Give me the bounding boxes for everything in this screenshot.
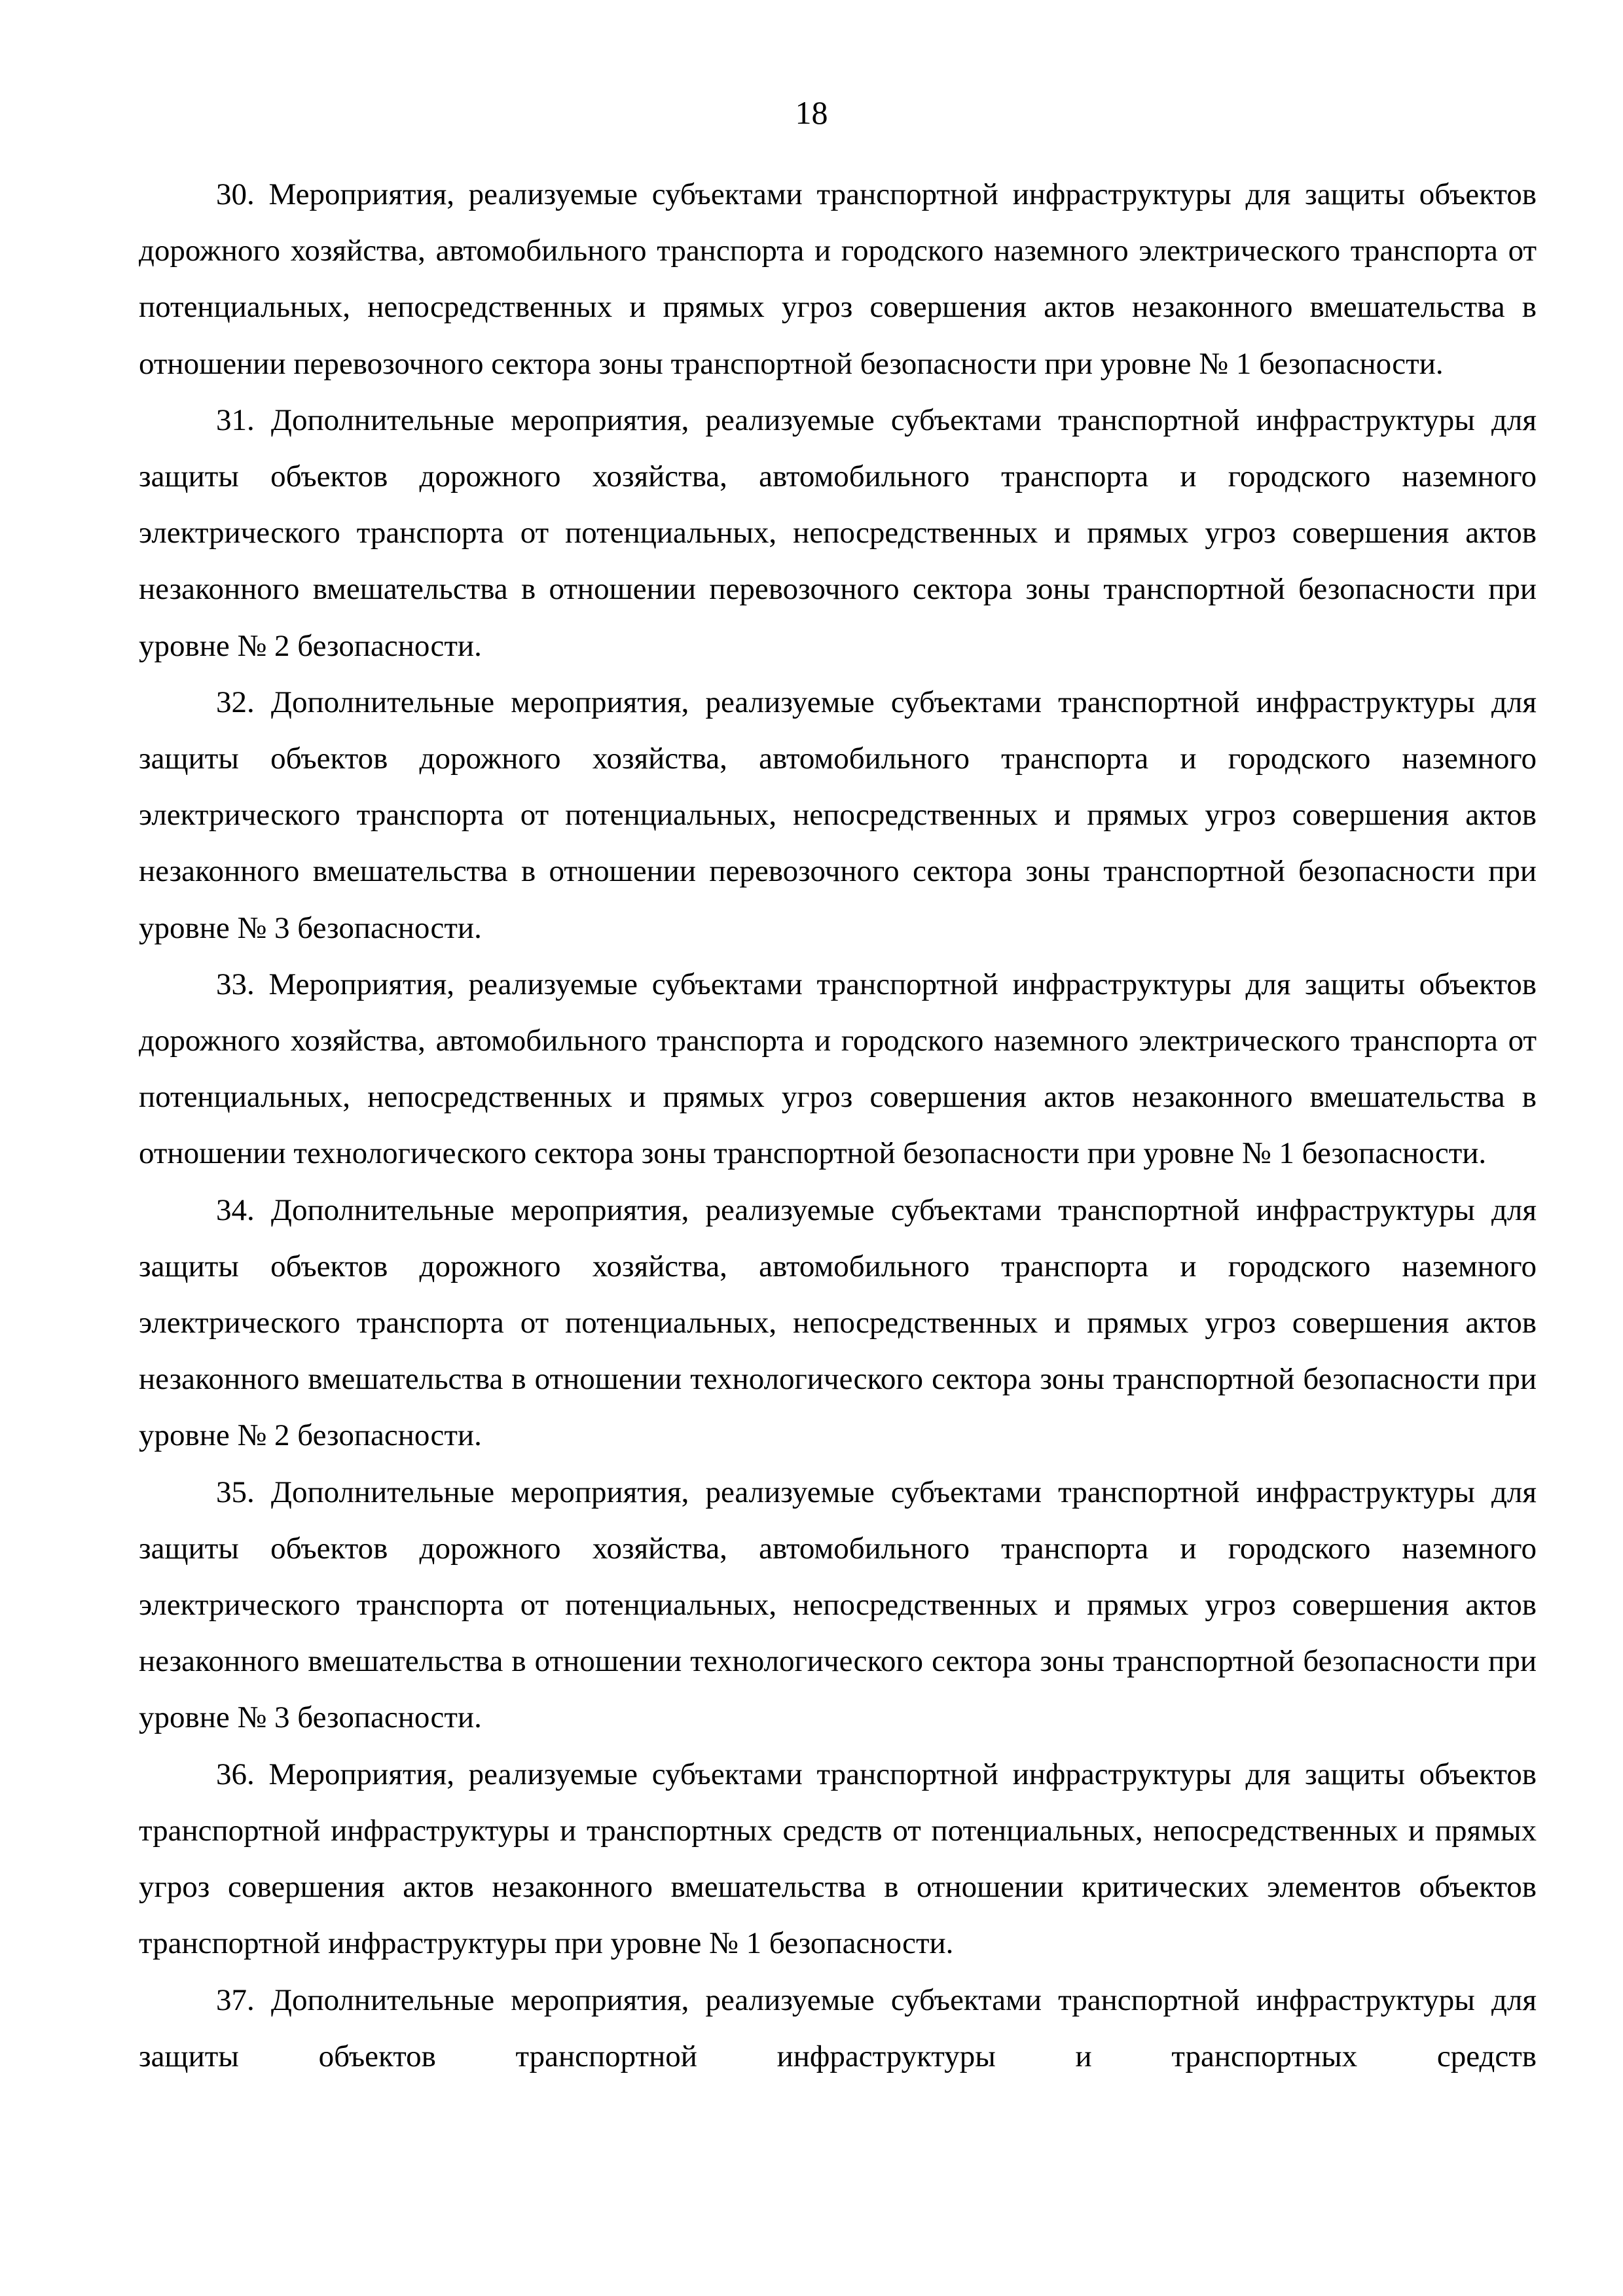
paragraph-33: 33. Мероприятия, реализуемые субъектами транспортной инфраструктуры для защиты объектов дорожного хозяйства, автомобильного транспорта и городского наземного электрического транспорта от потенциальных, непосредственных и прямых угроз совершения актов незаконного вмешательства в отношении технологического сектора зоны транспортной безопасности при уровне № 1 безопасности. <box>139 967 1537 1171</box>
paragraph-31: 31. Дополнительные мероприятия, реализуемые субъектами транспортной инфраструктуры для защиты объектов дорожного хозяйства, автомобильного транспорта и городского наземного электрического транспорта от потенциальных, непосредственных и прямых угроз совершения актов незаконного вмешательства в отношении перевозочного сектора зоны транспортной безопасности при уровне № 2 безопасности. <box>139 403 1537 663</box>
paragraph-30: 30. Мероприятия, реализуемые субъектами транспортной инфраструктуры для защиты объектов дорожного хозяйства, автомобильного транспорта и городского наземного электрического транспорта от потенциальных, непосредственных и прямых угроз совершения актов незаконного вмешательства в отношении перевозочного сектора зоны транспортной безопасности при уровне № 1 безопасности. <box>139 177 1537 381</box>
paragraph-32: 32. Дополнительные мероприятия, реализуемые субъектами транспортной инфраструктуры для защиты объектов дорожного хозяйства, автомобильного транспорта и городского наземного электрического транспорта от потенциальных, непосредственных и прямых угроз совершения актов незаконного вмешательства в отношении перевозочного сектора зоны транспортной безопасности при уровне № 3 безопасности. <box>139 685 1537 945</box>
paragraph-34: 34. Дополнительные мероприятия, реализуемые субъектами транспортной инфраструктуры для защиты объектов дорожного хозяйства, автомобильного транспорта и городского наземного электрического транспорта от потенциальных, непосредственных и прямых угроз совершения актов незаконного вмешательства в отношении технологического сектора зоны транспортной безопасности при уровне № 2 безопасности. <box>139 1193 1537 1453</box>
document-body <box>139 166 1537 2085</box>
paragraph-37: 37. Дополнительные мероприятия, реализуемые субъектами транспортной инфраструктуры для защиты объектов транспортной инфраструктуры и транспортных средств <box>139 1982 1537 2073</box>
paragraph-36: 36. Мероприятия, реализуемые субъектами транспортной инфраструктуры для защиты объектов транспортной инфраструктуры и транспортных средств от потенциальных, непосредственных и прямых угроз совершения актов незаконного вмешательства в отношении критических элементов объектов транспортной инфраструктуры при уровне № 1 безопасности. <box>139 1757 1537 1961</box>
page-number: 18 <box>795 94 828 131</box>
paragraph-35: 35. Дополнительные мероприятия, реализуемые субъектами транспортной инфраструктуры для защиты объектов дорожного хозяйства, автомобильного транспорта и городского наземного электрического транспорта от потенциальных, непосредственных и прямых угроз совершения актов незаконного вмешательства в отношении технологического сектора зоны транспортной безопасности при уровне № 3 безопасности. <box>139 1475 1537 1735</box>
